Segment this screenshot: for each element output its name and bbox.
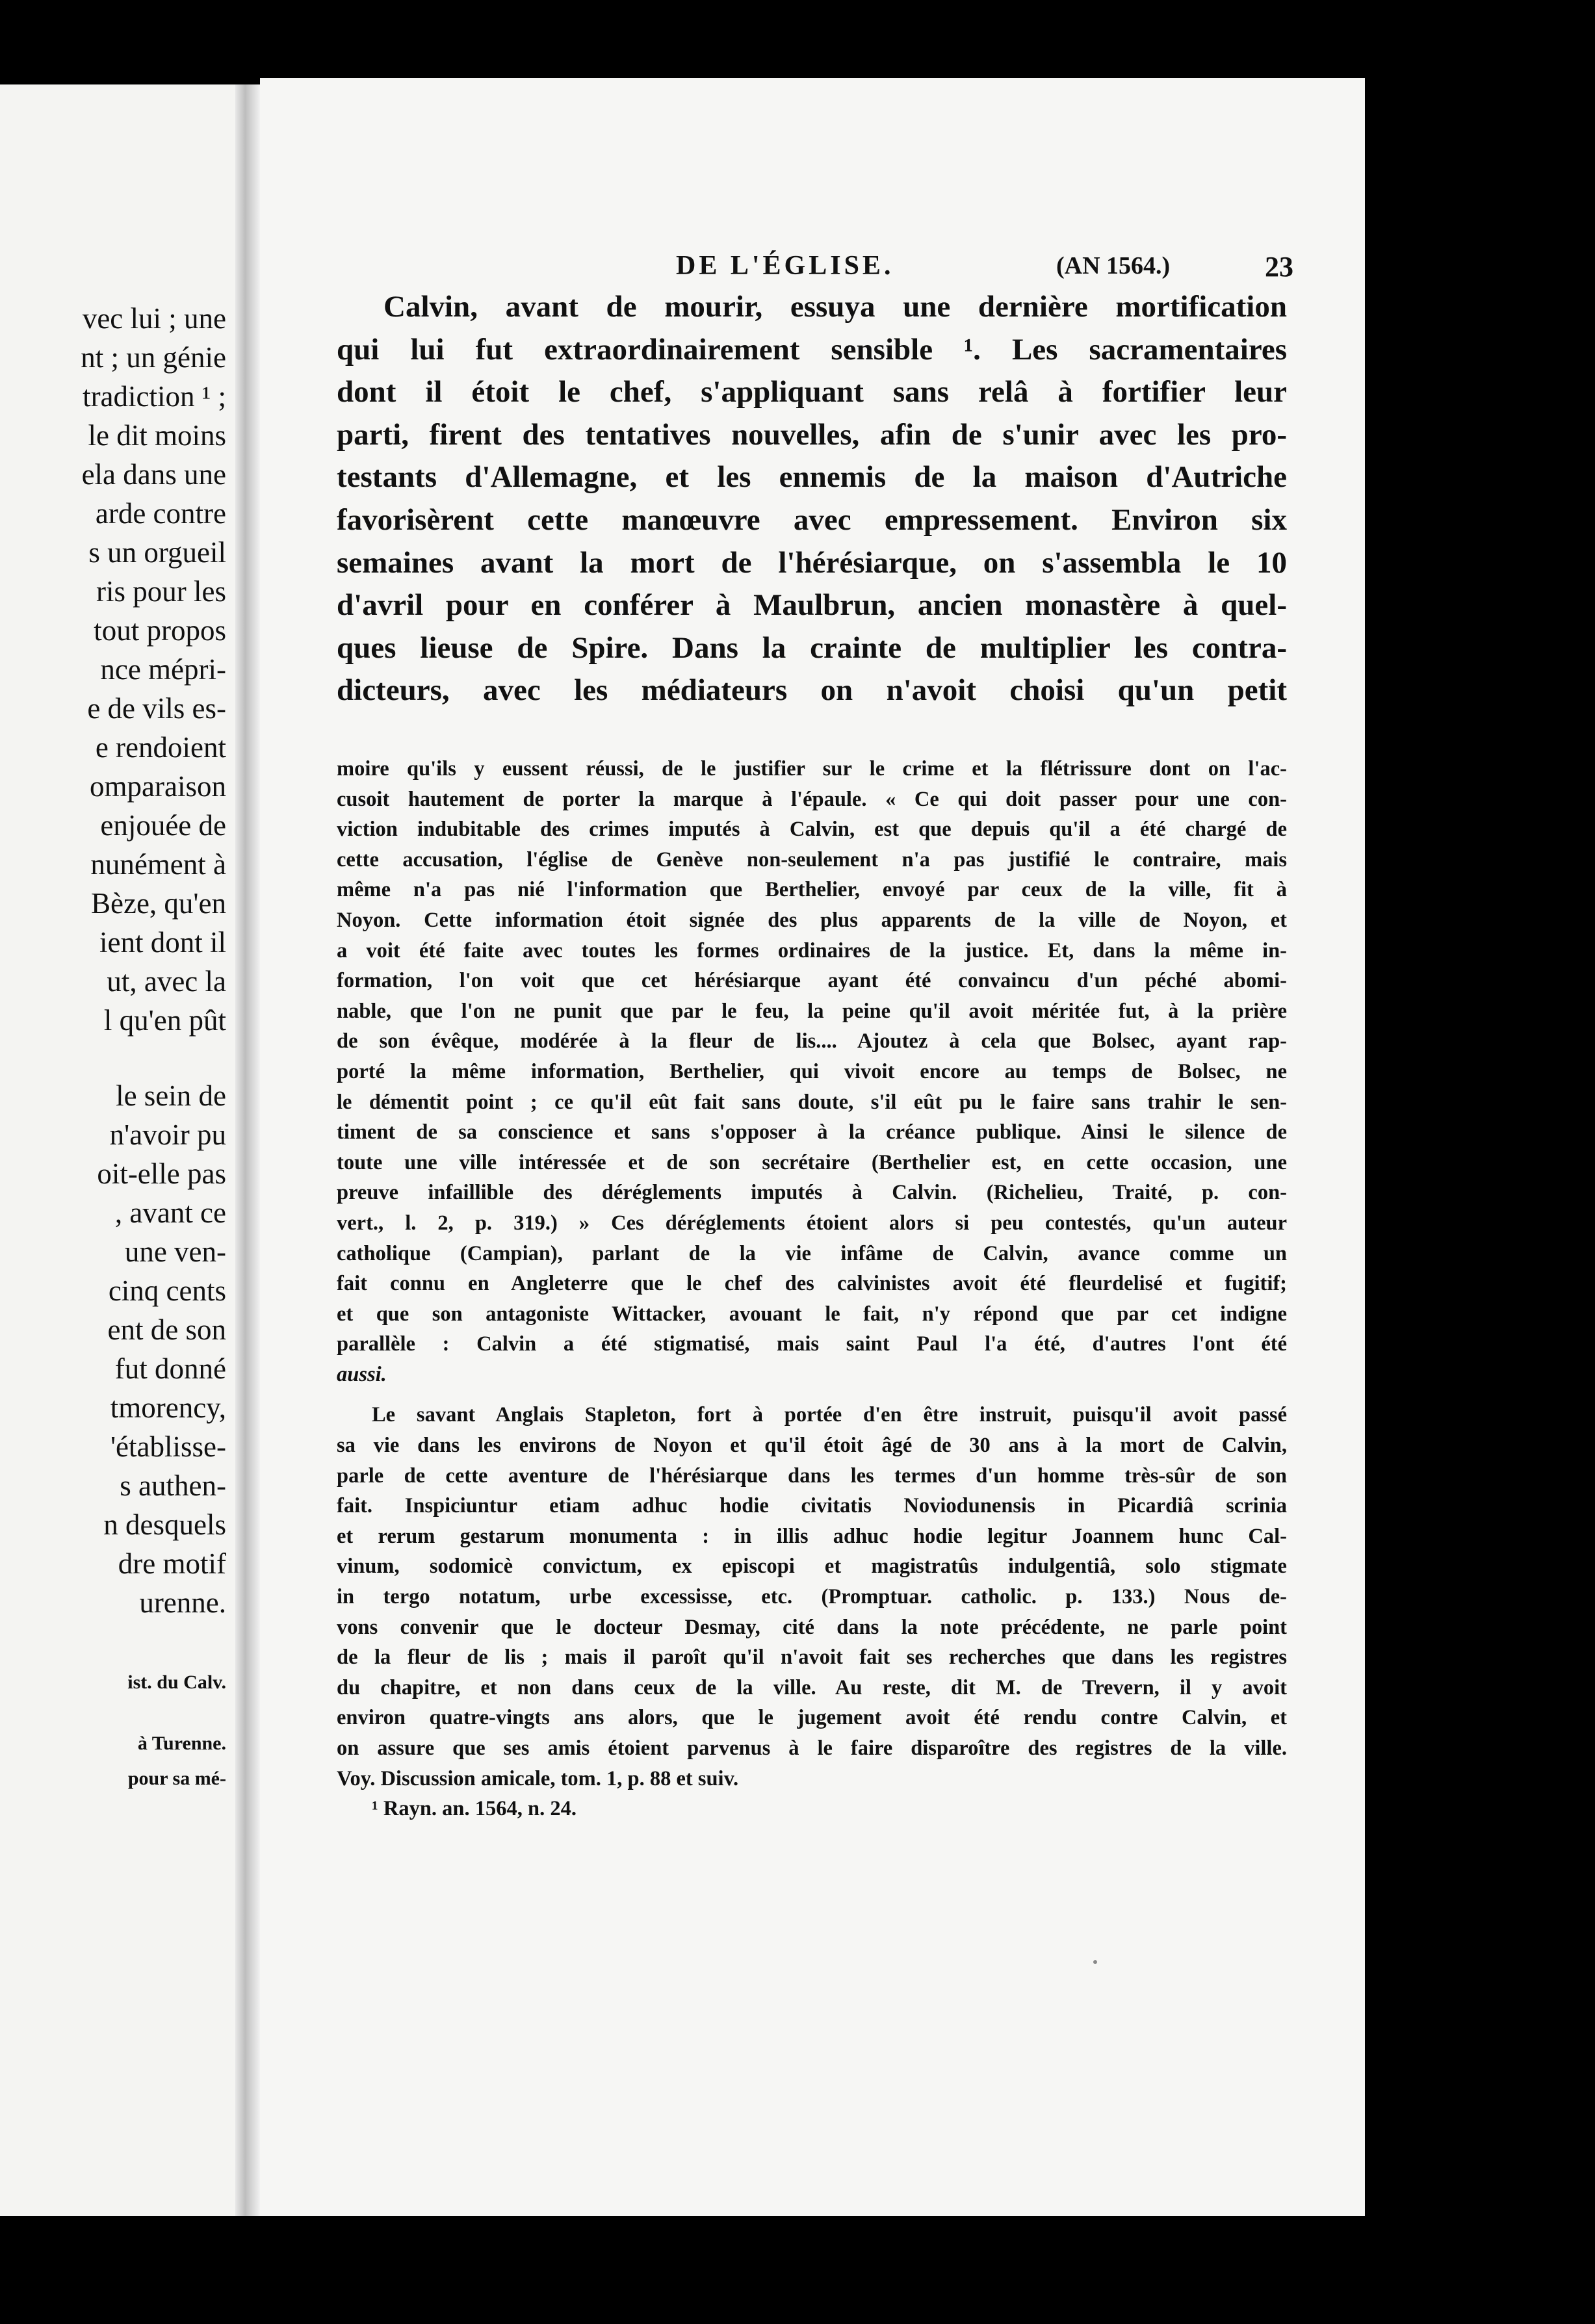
main-text-line: d'avril pour en conférer à Maulbrun, ancien monastère à quel- <box>337 588 1287 623</box>
left-line: vec lui ; une <box>82 302 226 335</box>
footnote-line: sa vie dans les environs de Noyon et qu'il étoit âgé de 30 ans à la mort de Calvin, <box>337 1434 1287 1458</box>
left-line: , avant ce <box>114 1196 226 1229</box>
left-page-text <box>0 299 235 1796</box>
footnote-line: de la fleur de lis ; mais il paroît qu'il n'avoit fait ses recherches que dans les registres <box>337 1646 1287 1670</box>
main-text-line: parti, firent des tentatives nouvelles, afin de s'unir avec les pro- <box>337 417 1287 452</box>
left-line: fut donné <box>114 1352 226 1385</box>
left-line: ela dans une <box>81 458 226 491</box>
main-text-line: semaines avant la mort de l'hérésiarque, on s'assembla le 10 <box>337 545 1287 580</box>
main-text-line: favorisèrent cette manœuvre avec empressement. Environ six <box>337 502 1287 537</box>
footnote-line: vons convenir que le docteur Desmay, cité dans la note précédente, ne parle point <box>337 1615 1287 1639</box>
left-line: dre motif <box>118 1547 226 1580</box>
left-line: s authen- <box>120 1469 226 1502</box>
footnote-line: toute une ville intéressée et de son secrétaire (Berthelier est, en cette occasion, une <box>337 1150 1287 1174</box>
left-footnote-line: pour sa mé- <box>127 1768 226 1789</box>
left-line: le dit moins <box>88 419 226 452</box>
left-line: urenne. <box>139 1586 226 1619</box>
footnote-line: fait. Inspiciuntur etiam adhuc hodie civitatis Noviodunensis in Picardiâ scrinia <box>337 1494 1287 1518</box>
left-line: Bèze, qu'en <box>90 887 226 920</box>
main-text-line: dont il étoit le chef, s'appliquant sans relâ à fortifier leur <box>337 375 1287 409</box>
footnote-line: moire qu'ils y eussent réussi, de le justifier sur le crime et la flétrissure dont on l'ac- <box>337 757 1287 781</box>
footnote-reference: ¹ Rayn. an. 1564, n. 24. <box>372 1797 577 1821</box>
footnote-line: in tergo notatum, urbe excessisse, etc. (Promptuar. catholic. p. 133.) Nous de- <box>337 1585 1287 1609</box>
main-text-line: dicteurs, avec les médiateurs on n'avoit choisi qu'un petit <box>337 673 1287 708</box>
left-line: ent de son <box>107 1313 226 1346</box>
footnote-line: viction indubitable des crimes imputés à Calvin, est que depuis qu'il a été chargé de <box>337 818 1287 842</box>
left-line: tout propos <box>94 614 226 647</box>
left-footnote-line: ist. du Calv. <box>127 1672 226 1693</box>
footnote-line: on assure que ses amis étoient parvenus à le faire disparoître des registres de la ville. <box>337 1737 1287 1760</box>
page-number: 23 <box>1265 251 1293 283</box>
main-text-line: ques lieuse de Spire. Dans la crainte de multiplier les contra- <box>337 630 1287 665</box>
left-line: omparaison <box>90 770 226 803</box>
left-line: une ven- <box>124 1235 226 1268</box>
footnote-line: Le savant Anglais Stapleton, fort à portée d'en être instruit, puisqu'il avoit passé <box>372 1403 1287 1427</box>
footnote-line: aussi. <box>337 1362 387 1386</box>
left-line: n'avoir pu <box>109 1118 226 1151</box>
footnote-line: Noyon. Cette information étoit signée des plus apparents de la ville de Noyon, et <box>337 908 1287 932</box>
footnote-line: formation, l'on voit que cet hérésiarque ayant été convaincu d'un péché abomi- <box>337 969 1287 993</box>
left-line: e rendoient <box>95 731 226 764</box>
left-line: oit-elle pas <box>97 1157 226 1190</box>
footnote-line: nable, que l'on ne punit que par le feu, la peine qu'il avoit méritée fut, à la prière <box>337 999 1287 1023</box>
footnote-line: le démentit point ; ce qu'il eût fait sans doute, s'il eût pu le faire sans trahir le sen- <box>337 1090 1287 1114</box>
left-line: ient dont il <box>99 926 226 959</box>
footnote-line: parallèle : Calvin a été stigmatisé, mais saint Paul l'a été, d'autres l'ont été <box>337 1332 1287 1356</box>
year-heading: (AN 1564.) <box>1056 252 1171 279</box>
left-line: e de vils es- <box>87 692 226 725</box>
left-footnote-line: à Turenne. <box>137 1733 226 1754</box>
footnote-line: de son évêque, modérée à la fleur de lis.... Ajoutez à cela que Bolsec, ayant rap- <box>337 1029 1287 1053</box>
left-line: tradiction ¹ ; <box>83 380 226 413</box>
running-title: DE L'ÉGLISE. <box>676 251 894 281</box>
footnote-line: porté la même information, Berthelier, qui vivoit encore au temps de Bolsec, ne <box>337 1059 1287 1083</box>
footnote-line: environ quatre-vingts ans alors, que le jugement avoit été rendu contre Calvin, et <box>337 1706 1287 1730</box>
left-line: n desquels <box>103 1508 226 1541</box>
left-line: cinq cents <box>108 1274 226 1307</box>
main-text-line: qui lui fut extraordinairement sensible ¹. Les sacramentaires <box>337 332 1287 367</box>
footnote-line: cusoit hautement de porter la marque à l'épaule. « Ce qui doit passer pour une con- <box>337 787 1287 811</box>
footnote-line: parle de cette aventure de l'hérésiarque dans les termes d'un homme très-sûr de son <box>337 1464 1287 1488</box>
ink-speck <box>1093 1960 1097 1964</box>
left-line: ut, avec la <box>107 965 226 998</box>
left-line: s un orgueil <box>88 536 226 569</box>
footnote-line: catholique (Campian), parlant de la vie infâme de Calvin, avance comme un <box>337 1241 1287 1265</box>
left-facing-page <box>0 84 237 2216</box>
footnote-line: a voit été faite avec toutes les formes ordinaires de la justice. Et, dans la même in- <box>337 938 1287 962</box>
footnote-line: vert., l. 2, p. 319.) » Ces déréglements étoient alors si peu contestés, qu'un auteur <box>337 1211 1287 1235</box>
footnote-line: timent de sa conscience et sans s'opposer à la créance publique. Ainsi le silence de <box>337 1120 1287 1144</box>
footnote-line: même n'a pas nié l'information que Berthelier, envoyé par ceux de la ville, fit à <box>337 878 1287 902</box>
footnote-line: et que son antagoniste Wittacker, avouant le fait, n'y répond que par cet indigne <box>337 1302 1287 1326</box>
footnote-line: fait connu en Angleterre que le chef des calvinistes avoit été fleurdelisé et fugitif; <box>337 1272 1287 1296</box>
left-line: enjouée de <box>100 809 226 842</box>
footnote-line: vinum, sodomicè convictum, ex episcopi et magistratûs indulgentiâ, solo stigmate <box>337 1555 1287 1579</box>
footnote-line: et rerum gestarum monumenta : in illis adhuc hodie legitur Joannem hunc Cal- <box>337 1524 1287 1548</box>
footnote-line: cette accusation, l'église de Genève non-seulement n'a pas justifié le contraire, mais <box>337 847 1287 872</box>
main-text-line: Calvin, avant de mourir, essuya une dernière mortification <box>383 290 1287 324</box>
left-line: arde contre <box>95 497 226 530</box>
left-line: 'établisse- <box>110 1430 226 1463</box>
left-line: tmorency, <box>110 1391 226 1424</box>
left-line: nt ; un génie <box>81 341 226 374</box>
left-line: nce mépri- <box>100 653 226 686</box>
left-line: le sein de <box>116 1079 226 1112</box>
footnote-line: preuve infaillible des déréglements imputés à Calvin. (Richelieu, Traité, p. con- <box>337 1181 1287 1205</box>
footnote-line: du chapitre, et non dans ceux de la ville. Au reste, dit M. de Trevern, il y avoit <box>337 1675 1287 1699</box>
footnote-line: Voy. Discussion amicale, tom. 1, p. 88 et suiv. <box>337 1766 739 1790</box>
left-line: l qu'en pût <box>103 1004 226 1037</box>
right-page <box>260 78 1365 2216</box>
main-text-line: testants d'Allemagne, et les ennemis de la maison d'Autriche <box>337 460 1287 495</box>
book-spine-gutter <box>235 84 260 2216</box>
main-text-block <box>337 286 1287 712</box>
footnotes-block <box>337 754 1287 1824</box>
left-line: nunément à <box>90 848 226 881</box>
left-line: ris pour les <box>96 575 226 608</box>
